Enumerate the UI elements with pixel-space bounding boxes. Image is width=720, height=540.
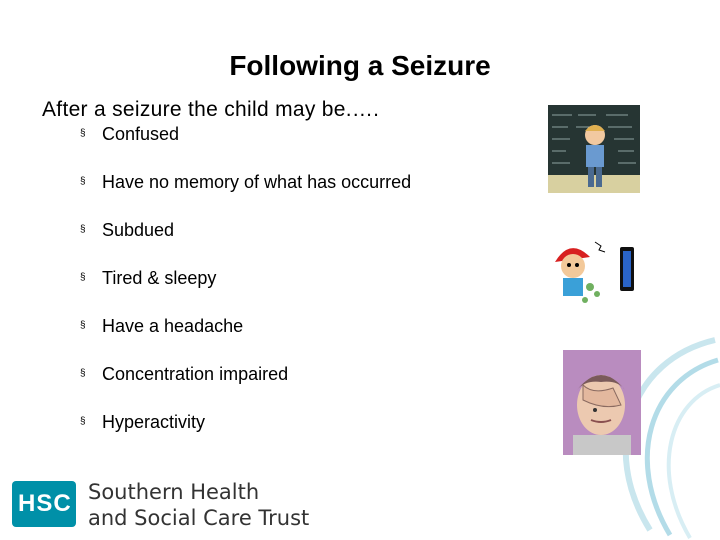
bullet-marker: §: [80, 224, 86, 235]
bullet-marker: §: [80, 320, 86, 331]
boy-with-helmet-and-tv-icon: [545, 232, 640, 312]
bullet-item: § Have a headache: [80, 316, 244, 336]
bullet-item: § Tired & sleepy: [80, 268, 217, 288]
bullet-item: § Hyperactivity: [80, 412, 206, 432]
intro-text: After a seizure the child may be.….: [42, 98, 380, 121]
bullet-list: [80, 122, 411, 458]
bullet-item: § Subdued: [80, 220, 175, 240]
bullet-marker: §: [80, 176, 86, 187]
bullet-marker: §: [80, 416, 86, 427]
slide-title: Following a Seizure: [229, 50, 491, 81]
boy-at-chalkboard-icon: [548, 105, 640, 193]
hyperactive-boy-illustration: [545, 232, 640, 312]
bullet-item: § Concentration impaired: [80, 364, 289, 384]
headache-boy-illustration: [563, 350, 641, 455]
boy-holding-head-icon: [563, 350, 641, 455]
bullet-item: § Have no memory of what has occurred: [80, 172, 412, 192]
organisation-name: Southern Health and Social Care Trust: [88, 480, 310, 530]
hsc-badge: HSC: [12, 481, 76, 527]
confused-boy-illustration: [548, 105, 640, 193]
bullet-marker: §: [80, 128, 86, 139]
bullet-marker: §: [80, 272, 86, 283]
bullet-marker: §: [80, 368, 86, 379]
hsc-logo: [12, 481, 312, 529]
bullet-item: § Confused: [80, 124, 180, 144]
